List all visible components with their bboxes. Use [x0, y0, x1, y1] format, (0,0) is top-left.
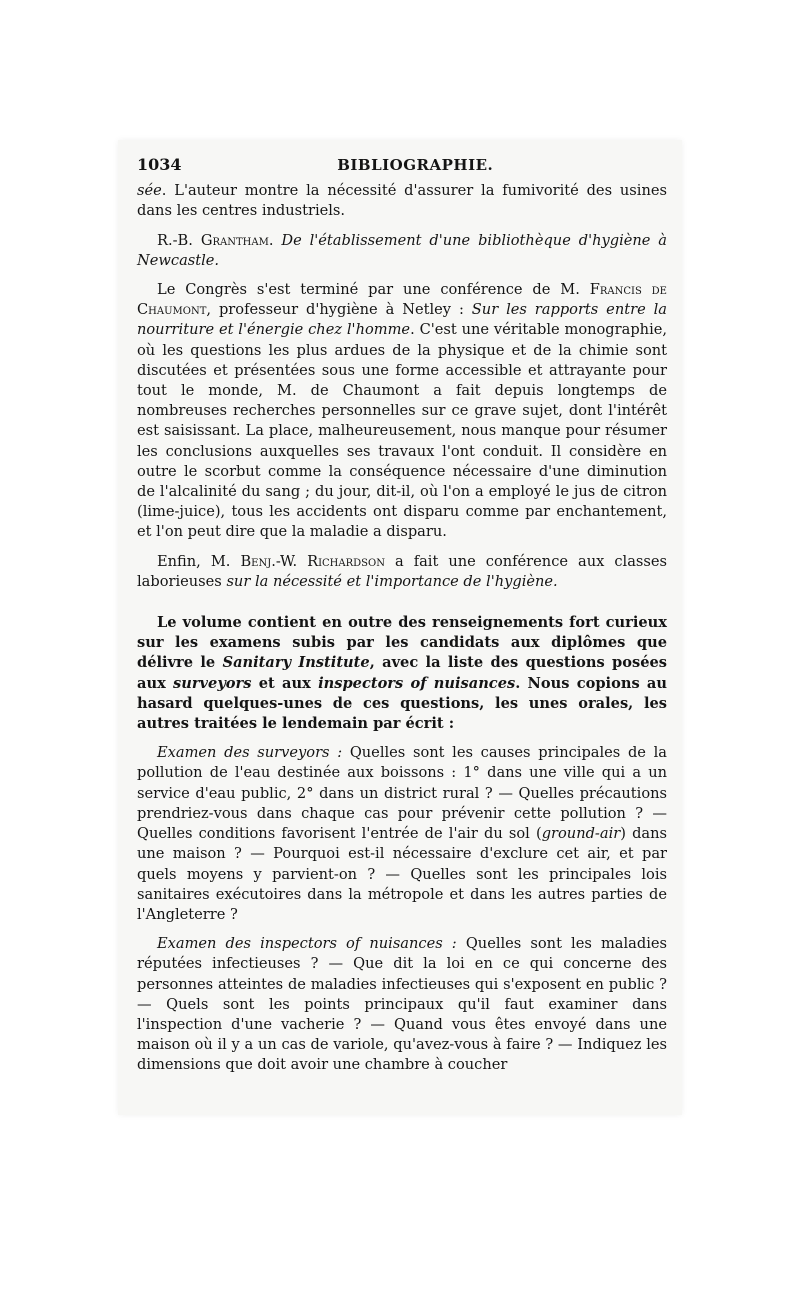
- document-page: [137, 155, 667, 1085]
- running-title: BIBLIOGRAPHIE.: [337, 156, 494, 174]
- italic-term: ground-air: [541, 825, 621, 843]
- work-title: sur la nécessité et l'importance de l'hygiène.: [226, 572, 558, 590]
- paragraph-richardson: Enfin, M. Benj.-W. Richardson a fait une conférence aux classes laborieuses sur la nécessité et l'importance de l'hygiène.: [137, 552, 667, 590]
- paragraph-fumivorite: sée. L'auteur montre la nécessité d'assurer la fumivorité des usines dans les centres industriels.: [137, 182, 667, 220]
- italic-term: inspectors of nuisances: [318, 674, 516, 692]
- italic-fragment: sée: [137, 182, 162, 200]
- italic-term: surveyors: [173, 674, 252, 692]
- work-title: Sur les rapports entre la nourriture et l'énergie chez l'homme: [137, 301, 667, 339]
- work-title: De l'établissement d'une bibliothèque d'hygiène à Newcastle.: [137, 231, 667, 269]
- italic-term: Sanitary Institute: [222, 654, 370, 672]
- section-gap: [137, 601, 667, 613]
- paragraph-inspectors-exam: Examen des inspectors of nuisances : Quelles sont les maladies réputées infectieuses ? — Que dit la loi en ce qui concerne des personnes atteintes de maladies infectieuses qui s'exposent en public ? — Quels sont les points principaux qu'il faut examiner dans l'inspection d'une vacherie ? — Quand vous êtes envoyé dans une maison où il y a un cas de variole, qu'avez-vous à faire ? — Indiquez les dimensions que doit avoir une chambre à coucher: [137, 935, 667, 1074]
- paragraph-grantham: [137, 231, 667, 271]
- exam-label: Examen des surveyors :: [157, 744, 343, 762]
- exam-label: Examen des inspectors of nuisances :: [157, 935, 457, 953]
- paragraph-chaumont: Le Congrès s'est terminé par une conférence de M. Francis de Chaumont, professeur d'hygiène à Netley : Sur les rapports entre la nourriture et l'énergie chez l'homme. C'est une véritable monographie, où les questions les plus ardues de la physique et de la chimie sont discutées et présentées sous une forme accessible et attrayante pour tout le monde, M. de Chaumont a fait depuis longtemps de nombreuses recherches personnelles sur ce grave sujet, dont l'intérêt est saisissant. La place, malheureusement, nous manque pour résumer les conclusions auxquelles ses travaux l'ont conduit. Il considère en outre le scorbut comme la conséquence nécessaire d'une diminution de l'alcalinité du sang ; du jour, dit-il, où l'on a employé le jus de citron (lime-juice), tous les accidents ont disparu comme par enchantement, et l'on peut dire que la maladie a disparu.: [137, 281, 668, 541]
- page-number: 1034: [137, 155, 182, 174]
- author-name: R.-B. Grantham.: [157, 231, 274, 249]
- author-name: Francis de Chaumont: [137, 281, 667, 319]
- paragraph-volume: Le volume contient en outre des renseignements fort curieux sur les examens subis par les candidats aux diplômes que délivre le Sanitary Institute, avec la liste des questions posées aux surveyors et aux inspectors of nuisances. Nous copions au hasard quelques-unes de ces questions, les unes orales, les autres traitées le lendemain par écrit :: [137, 614, 668, 733]
- page-header: [137, 155, 667, 175]
- paragraph-surveyors-exam: Examen des surveyors : Quelles sont les causes principales de la pollution de l'eau destinée aux boissons : 1° dans une ville qui a un service d'eau public, 2° dans un district rural ? — Quelles précautions prendriez-vous dans chaque cas pour prévenir cette pollution ? — Quelles conditions favorisent l'entrée de l'air du sol (ground-air) dans une maison ? — Pourquoi est-il nécessaire d'exclure cet air, et par quels moyens y parvient-on ? — Quelles sont les principales lois sanitaires exécutoires dans la métropole et dans les autres parties de l'Angleterre ?: [137, 744, 668, 923]
- author-name: Benj.-W. Richardson: [240, 552, 385, 570]
